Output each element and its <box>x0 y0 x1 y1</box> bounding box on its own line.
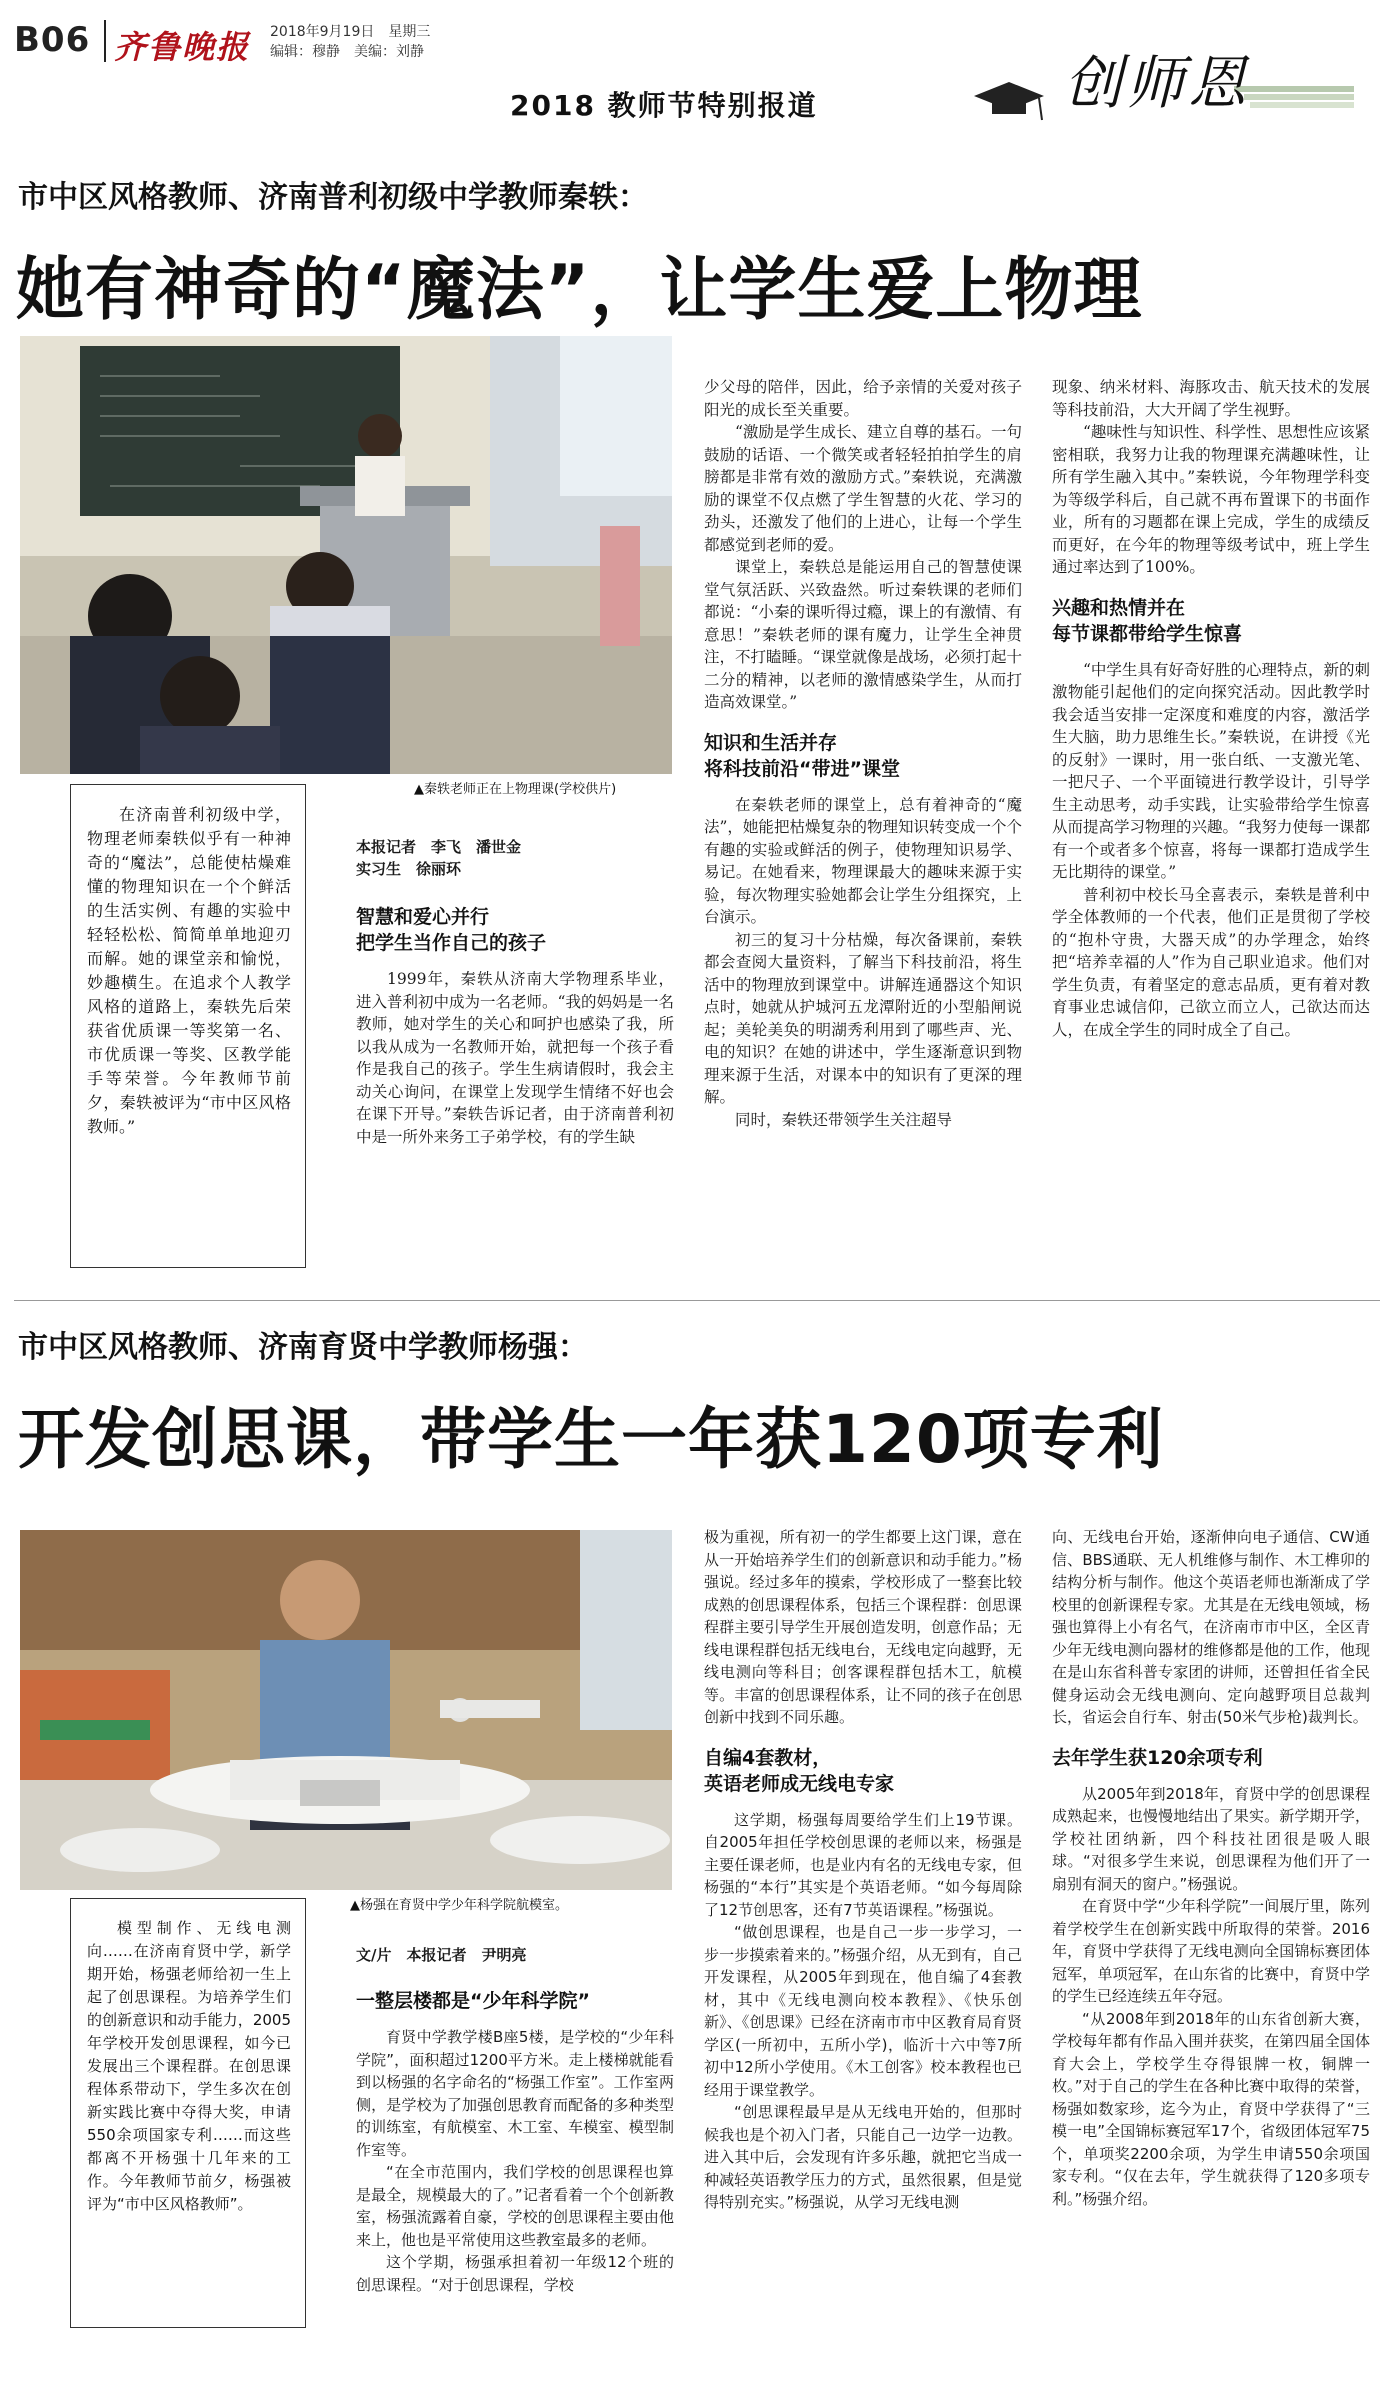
section-logo <box>934 16 1374 132</box>
story2-subhead-2: 自编4套教材， 英语老师成无线电专家 <box>704 1746 895 1795</box>
story-divider <box>14 1300 1380 1301</box>
story1-paragraph: “趣味性与知识性、科学性、思想性应该紧密相联，我努力让我的物理课充满趣味性，让所有学生融入其中。”秦轶说，今年物理学科变为等级学科后，自己就不再布置课下的书面作业，所有的习题都在课上完成，学生的成绩反而更好，在今年的物理等级考试中，班上学生通过率达到了100%。 <box>1052 423 1370 576</box>
story1-paragraph: 普利初中校长马全喜表示，秦轶是普利中学全体教师的一个代表，他们正是贯彻了学校的“抱朴守贵，大器天成”的办学理念，始终把“培养幸福的人”作为自己职业追求。他们对学生负责，有着坚定的意志品质，更有着对教育事业忠诚信仰，己欲立而立人，己欲达而达人，在成全学生的同时成全了自己。 <box>1052 885 1370 1039</box>
story2-lead-text: 模型制作、无线电测向……在济南育贤中学，新学期开始，杨强老师给初一生上起了创思课程。为培养学生们的创新意识和动手能力，2005年学校开发创思课程，如今已发展出三个课程群。在创思课程体系带动下，学生多次在创新实践比赛中夺得大奖，申请550余项国家专利……而这些都离不开杨强十几年来的工作。今年教师节前夕，杨强被评为“市中区风格教师”。 <box>87 1919 291 2213</box>
story1-paragraph: 少父母的陪伴，因此，给予亲情的关爱对孩子阳光的成长至关重要。 <box>704 378 1022 419</box>
story1-column-1 <box>356 836 674 1148</box>
story1-paragraph: 课堂上，秦轶总是能运用自己的智慧使课堂气氛活跃、兴致盎然。听过秦轶课的老师们都说：“小秦的课听得过瘾，课上的有激情、有意思！”秦轶老师的课有魔力，让学生全神贯注，不打瞌睡。“课堂就像是战场，必须打起十二分的精神，以老师的激情感染学生，从而打造高效课堂。” <box>704 558 1022 711</box>
story1-byline <box>356 836 674 880</box>
story1-paragraph: 1999年，秦轶从济南大学物理系毕业，进入普利初中成为一名老师。“我的妈妈是一名教师，她对学生的关心和呵护也感染了我，所以我从成为一名教师开始，就把每一个孩子看作是我自己的孩子。学生生病请假时，我会主动关心询问，在课堂上发现学生情绪不好也会在课下开导。”秦轶告诉记者，由于济南普利初中是一所外来务工子弟学校，有的学生缺 <box>356 970 674 1146</box>
story2-subhead-3: 去年学生获120余项专利 <box>1052 1746 1263 1769</box>
story2-column-1 <box>356 1944 674 2296</box>
story2-column-2 <box>704 1526 1022 2214</box>
story2-photo <box>20 1530 672 1890</box>
story1-paragraph: “中学生具有好奇好胜的心理特点，新的刺激物能引起他们的定向探究活动。因此教学时我会适当安排一定深度和难度的内容，激活学生大脑，助力思维生长。”秦轶说，在讲授《光的反射》一课时，用一张白纸、一支激光笔、一把尺子、一个平面镜进行教学设计，引导学生主动思考，动手实践，让实验带给学生惊喜从而提高学习物理的兴趣。“我努力使每一课都有一个或者多个惊喜，将每一课都打造成学生无比期待的课堂。” <box>1052 660 1370 881</box>
story2-paragraph: “做创思课程，也是自己一步一步学习，一步一步摸索着来的。”杨强介绍，从无到有，自己开发课程，从2005年到现在，他自编了4套教材，其中《无线电测向校本教程》、《快乐创新》、《创思课》已经在济南市市中区教育局育贤学区(一所初中，五所小学)，临沂十六中等7所初中12所小学使用。《木工创客》校本教程也已经用于课堂教学。 <box>704 1923 1022 2099</box>
story1-caption: ▲秦轶老师正在上物理课(学校供片) <box>414 782 617 797</box>
story1-headline: 她有神奇的“魔法”，让学生爱上物理 <box>16 251 1143 330</box>
story2-caption: ▲杨强在育贤中学少年科学院航模室。 <box>350 1898 568 1913</box>
header-separator <box>104 20 106 62</box>
story2-paragraph: “从2008年到2018年的山东省创新大赛，学校每年都有作品入围并获奖，在第四届全国体育大会上，学校学生夺得银牌一枚，铜牌一枚。”对于自己的学生在各种比赛中取得的荣誉，杨强如数家珍，迄今为止，育贤中学获得了“三模一电”全国锦标赛冠军17个，省级团体冠军75个，单项奖2200余项，为学生申请550余项国家专利。“仅在去年，学生就获得了120多项专利。”杨强介绍。 <box>1052 2009 1370 2208</box>
story1-lead-box <box>70 784 306 1268</box>
story1-byline-intern: 实习生 徐丽环 <box>356 860 462 878</box>
story2-column-3 <box>1052 1526 1370 2210</box>
story1-byline-reporters: 本报记者 李飞 潘世金 <box>356 838 522 856</box>
story2-paragraph: 极为重视，所有初一的学生都要上这门课，意在从一开始培养学生们的创新意识和动手能力。”杨强说。经过多年的摸索，学校形成了一整套比较成熟的创思课程体系，包括三个课程群：创思课程群主要引导学生开展创造发明，创意作品；无线电课程群包括无线电台，无线电定向越野，无线电测向等科目；创客课程群包括木工，航模等。丰富的创思课程体系，让不同的孩子在创思创新中找到不同乐趣。 <box>704 1528 1022 1726</box>
page-number: B06 <box>14 20 91 60</box>
story1-column-3 <box>1052 376 1370 1041</box>
story1-photo <box>20 336 672 774</box>
story2-byline: 文/片 本报记者 尹明亮 <box>356 1946 527 1964</box>
story2-kicker: 市中区风格教师、济南育贤中学教师杨强： <box>18 1330 588 1365</box>
story2-paragraph: 育贤中学教学楼B座5楼，是学校的“少年科学院”，面积超过1200平方米。走上楼梯就能看到以杨强的名字命名的“杨强工作室”。工作室两侧，是学校为了加强创思教育而配备的多种类型的训练室，有航模室、木工室、车模室、模型制作室等。 <box>356 2028 674 2159</box>
story1-paragraph: 在秦轶老师的课堂上，总有着神奇的“魔法”，她能把枯燥复杂的物理知识转变成一个个有趣的实验或鲜活的例子，使物理知识易学、易记。在她看来，物理课最大的趣味来源于实验，每次物理实验她都会让学生分组探究，上台演示。 <box>704 795 1022 926</box>
section-logo-text: 创师恩 <box>1064 49 1251 117</box>
story1-paragraph: 现象、纳米材料、海豚攻击、航天技术的发展等科技前沿，大大开阔了学生视野。 <box>1052 378 1370 419</box>
story2-paragraph: “创思课程最早是从无线电开始的，但那时候我也是个初入门者，只能自己一边学一边教。进入其中后，会发现有许多乐趣，就把它当成一种减轻英语教学压力的方式，虽然很累，但是觉得特别充实。”杨强说，从学习无线电测 <box>704 2103 1022 2211</box>
story2-lead-box <box>70 1898 306 2328</box>
story2-paragraph: 从2005年到2018年，育贤中学的创思课程成熟起来，也慢慢地结出了果实。新学期开学，学校社团纳新，四个科技社团很是吸人眼球。“对很多学生来说，创思课程为他们开了一扇别有洞天的窗户。”杨强说。 <box>1052 1784 1370 1893</box>
story1-subhead-3: 兴趣和热情并在 每节课都带给学生惊喜 <box>1052 596 1243 645</box>
page-header <box>14 14 1380 136</box>
story2-paragraph: 这个学期，杨强承担着初一年级12个班的创思课程。“对于创思课程，学校 <box>356 2253 674 2294</box>
special-report-title: 2018 教师节特别报道 <box>510 89 818 122</box>
story1-paragraph: 初三的复习十分枯燥，每次备课前，秦轶都会查阅大量资料，了解当下科技前沿，将生活中的物理放到课堂中。讲解连通器这个知识点时，她就从护城河五龙潭附近的小型船闸说起；美轮美奂的明湖秀利用到了哪些声、光、电的知识？在她的讲述中，学生逐渐意识到物理来源于生活，对课本中的知识有了更深的理解。 <box>704 930 1022 1106</box>
story2-subhead-1: 一整层楼都是“少年科学院” <box>356 1990 590 2012</box>
masthead-logo: 齐鲁晚报 <box>114 28 251 66</box>
staff-line: 编辑：穆静 美编：刘静 <box>270 44 424 60</box>
story1-kicker: 市中区风格教师、济南普利初级中学教师秦轶： <box>18 180 648 215</box>
story2-paragraph: “在全市范围内，我们学校的创思课程也算是最全，规模最大的了。”记者看着一个个创新教室，杨强流露着自豪，学校的创思课程主要由他来上，他也是平常使用这些教室最多的老师。 <box>356 2163 674 2249</box>
story1-paragraph: “激励是学生成长、建立自尊的基石。一句鼓励的话语、一个微笑或者轻轻拍拍学生的肩膀都是非常有效的激励方式。”秦轶说，充满激励的课堂不仅点燃了学生智慧的火花、学习的劲头，还激发了他们的上进心，让每一个学生都感觉到老师的爱。 <box>704 423 1022 554</box>
story1-column-2 <box>704 376 1022 1131</box>
story2-paragraph: 这学期，杨强每周要给学生们上19节课。自2005年担任学校创思课的老师以来，杨强是主要任课老师，也是业内有名的无线电专家，但杨强的“本行”其实是个英语老师。“如今每周除了12节创思客，还有7节英语课程。”杨强说。 <box>704 1810 1022 1919</box>
story2-paragraph: 在育贤中学“少年科学院”一间展厅里，陈列着学校学生在创新实践中所取得的荣誉。2016年，育贤中学获得了无线电测向全国锦标赛团体冠军，单项冠军，在山东省的比赛中，育贤中学的学生已经连续五年夺冠。 <box>1052 1897 1370 2005</box>
story1-subhead-2: 知识和生活并存 将科技前沿“带进”课堂 <box>704 731 900 780</box>
story1-lead-text: 在济南普利初级中学，物理老师秦轶似乎有一种神奇的“魔法”，总能使枯燥难懂的物理知识在一个个鲜活的生活实例、有趣的实验中轻轻松松、简简单单地迎刃而解。她的课堂亲和愉悦，妙趣横生。在追求个人教学风格的道路上，秦轶先后荣获省优质课一等奖第一名、市优质课一等奖、区教学能手等荣誉。今年教师节前夕，秦轶被评为“市中区风格教师。” <box>87 805 291 1136</box>
story1-subhead-1: 智慧和爱心并行 把学生当作自己的孩子 <box>356 906 547 954</box>
story1-paragraph: 同时，秦轶还带领学生关注超导 <box>735 1110 953 1129</box>
story2-paragraph: 向、无线电台开始，逐渐伸向电子通信、CW通信、BBS通联、无人机维修与制作、木工榫卯的结构分析与制作。他这个英语老师也渐渐成了学校里的创新课程专家。尤其是在无线电领域，杨强也算得上小有名气，在济南市市中区，全区青少年无线电测向器材的维修都是他的工作，他现在是山东省科普专家团的讲师，还曾担任省全民健身运动会无线电测向、定向越野项目总裁判长，省运会自行车、射击(50米气步枪)裁判长。 <box>1052 1528 1370 1726</box>
story2-headline: 开发创思课，带学生一年获120项专利 <box>18 1401 1164 1478</box>
header-meta <box>270 22 430 62</box>
date-line: 2018年9月19日 星期三 <box>270 24 431 40</box>
